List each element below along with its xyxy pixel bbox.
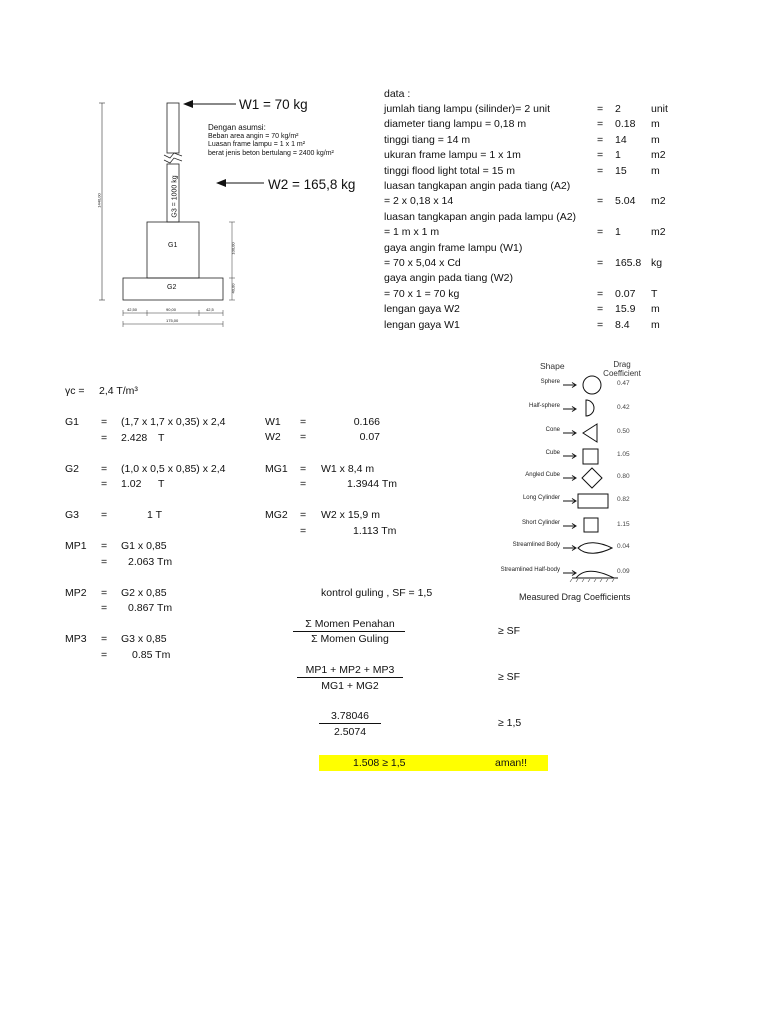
- foundation-drawing: [0, 0, 370, 330]
- data-row-unit: m2: [651, 195, 666, 208]
- mp3-label: MP3: [65, 633, 87, 645]
- mg2-label: MG2: [265, 509, 288, 521]
- w2-label: W2 = 165,8 kg: [268, 177, 356, 192]
- g2-expr: (1,0 x 0,5 x 0,85) x 2,4: [121, 463, 226, 475]
- drag-coefficient-value: 0.82: [617, 496, 630, 503]
- frac1-denominator: Σ Momen Guling: [311, 633, 389, 645]
- result-value: 1.508 ≥ 1,5: [353, 757, 406, 769]
- g1-unit: T: [158, 432, 165, 444]
- g2-eq2: =: [101, 478, 108, 490]
- frac2-numerator: MP1 + MP2 + MP3: [305, 664, 395, 676]
- assumption-line: Luasan frame lampu = 1 x 1 m²: [208, 141, 306, 148]
- data-row-eq: =: [597, 103, 604, 115]
- data-row-label: lengan gaya W2: [384, 303, 460, 316]
- data-row-label: diameter tiang lampu = 0,18 m: [384, 118, 527, 131]
- w1-label: W1 = 70 kg: [239, 97, 308, 112]
- mp3-eq: =: [101, 633, 108, 645]
- data-row-label: gaya angin pada tiang (W2): [384, 272, 513, 285]
- drag-coefficient-value: 1.15: [617, 521, 630, 528]
- g2-height-dim: 40,00: [230, 283, 236, 294]
- frac3-numerator: 3.78046: [331, 710, 369, 722]
- w1-calc-value: 0.166: [353, 416, 380, 428]
- w1-calc-eq: =: [300, 416, 307, 428]
- g2-block-label: G2: [167, 284, 177, 291]
- data-title: data :: [384, 88, 411, 100]
- mp1-eq2: =: [101, 556, 108, 568]
- gamma-label: γc =: [65, 385, 85, 397]
- g1-eq: =: [101, 416, 108, 428]
- drag-coefficient-value: 0.09: [617, 568, 630, 575]
- mg1-eq: =: [300, 463, 307, 475]
- w1-calc-label: W1: [265, 416, 281, 428]
- mp3-expr: G3 x 0,85: [121, 633, 167, 645]
- data-row-eq: =: [597, 226, 604, 239]
- assumption-line: Beban area angin = 70 kg/m²: [208, 132, 299, 140]
- data-row-value: 15: [615, 164, 627, 177]
- drag-shape-name: Cube: [545, 450, 560, 456]
- frac1-line: [293, 631, 405, 632]
- frac3-rhs: ≥ 1,5: [498, 717, 522, 729]
- data-row-eq: =: [597, 195, 604, 208]
- data-row-value: 165.8: [615, 257, 642, 269]
- frac1-numerator: Σ Momen Penahan: [305, 618, 395, 630]
- data-row-label: jumlah tiang lampu (silinder)= 2 unit: [384, 103, 551, 115]
- data-row-eq: =: [597, 149, 604, 162]
- total-height-dim: 1440,00: [96, 193, 102, 208]
- data-row-label: luasan tangkapan angin pada lampu (A2): [384, 210, 577, 223]
- drag-coefficient-value: 0.47: [617, 380, 630, 387]
- w2-calc-eq: =: [300, 431, 307, 443]
- gamma-value: 2,4 T/m³: [99, 385, 138, 397]
- data-row-label: tinggi flood light total = 15 m: [384, 164, 516, 177]
- frac2-rhs: ≥ SF: [498, 671, 521, 683]
- mp1-result: 2.063 Tm: [128, 556, 173, 568]
- frac1-rhs: ≥ SF: [498, 625, 521, 637]
- mg1-eq2: =: [300, 478, 307, 490]
- data-row-label: ukuran frame lampu = 1 x 1m: [384, 149, 521, 162]
- result-status: aman!!: [495, 757, 528, 769]
- data-row-unit: unit: [651, 103, 668, 115]
- bottom-dim: 42,5: [206, 307, 214, 312]
- g3-result: 1 T: [147, 509, 162, 521]
- drag-coefficient-value: 0.50: [617, 428, 630, 435]
- drag-coefficient-value: 1.05: [617, 451, 630, 458]
- data-row-label: luasan tangkapan angin pada tiang (A2): [384, 180, 571, 192]
- data-row-value: 15.9: [615, 303, 636, 316]
- data-row-unit: m: [651, 164, 660, 177]
- data-row-label: = 70 x 5,04 x Cd: [384, 257, 461, 269]
- drag-coefficient-value: 0.04: [617, 543, 630, 550]
- g1-result: 2.428: [121, 432, 148, 444]
- frac2-line: [297, 677, 403, 678]
- drag-shape-name: Streamlined Body: [512, 542, 560, 548]
- g3-label: G3 = 1000 kg: [171, 175, 179, 218]
- data-row-label: = 70 x 1 = 70 kg: [384, 287, 460, 300]
- g1-expr: (1,7 x 1,7 x 0,35) x 2,4: [121, 416, 226, 428]
- data-row-unit: m: [651, 303, 660, 316]
- w2-calc-label: W2: [265, 431, 281, 443]
- drag-shape-name: Sphere: [540, 379, 560, 385]
- data-row-eq: =: [597, 303, 604, 316]
- data-row-label: tinggi tiang = 14 m: [384, 133, 471, 146]
- drag-shape-name: Long Cylinder: [522, 495, 560, 501]
- g3-calc-label: G3: [65, 509, 80, 521]
- mg2-result: 1.113 Tm: [353, 525, 397, 537]
- g2-result: 1.02: [121, 478, 142, 490]
- data-row-eq: =: [597, 257, 604, 269]
- data-row-eq: =: [597, 164, 604, 177]
- drag-shape-header: Shape: [540, 361, 565, 371]
- g1-eq2: =: [101, 432, 108, 444]
- data-row-value: 1: [615, 226, 621, 239]
- drag-coefficient-value: 0.80: [617, 473, 630, 480]
- bottom-dim: 42,50: [127, 307, 138, 312]
- mp2-result: 0.867 Tm: [128, 602, 173, 614]
- mp2-eq: =: [101, 587, 108, 599]
- assumption-line: berat jenis beton bertulang = 2400 kg/m²: [208, 149, 334, 157]
- data-row-value: 8.4: [615, 318, 630, 331]
- mp3-eq2: =: [101, 649, 108, 661]
- data-row-label: gaya angin frame lampu (W1): [384, 241, 523, 254]
- drag-shape-name: Cone: [545, 427, 560, 433]
- data-row-eq: =: [597, 118, 604, 131]
- data-row-unit: m2: [651, 226, 666, 239]
- data-row-value: 0.18: [615, 118, 636, 131]
- data-row-value: 2: [615, 103, 621, 115]
- data-row-unit: m: [651, 318, 660, 331]
- data-row-label: = 2 x 0,18 x 14: [384, 195, 454, 208]
- data-row-value: 5.04: [615, 195, 636, 208]
- data-row-value: 1: [615, 149, 621, 162]
- mp3-result: 0.85 Tm: [132, 649, 171, 661]
- data-row-unit: T: [651, 287, 658, 300]
- mg2-eq: =: [300, 509, 307, 521]
- data-row-unit: m: [651, 133, 660, 146]
- frac3-line: [319, 723, 381, 724]
- data-row-eq: =: [597, 133, 604, 146]
- frac3-denominator: 2.5074: [333, 726, 367, 738]
- data-row-label: lengan gaya W1: [384, 318, 460, 331]
- drag-coefficient-value: 0.42: [617, 404, 630, 411]
- mp1-eq: =: [101, 540, 108, 552]
- drag-coef-header: Drag Coefficient: [603, 360, 641, 378]
- data-row-eq: =: [597, 287, 604, 300]
- data-row-label: = 1 m x 1 m: [384, 226, 440, 239]
- data-row-value: 0.07: [615, 287, 636, 300]
- mp1-label: MP1: [65, 540, 87, 552]
- g2-eq: =: [101, 463, 108, 475]
- mg1-result: 1.3944 Tm: [347, 478, 398, 490]
- mg2-eq2: =: [300, 525, 307, 537]
- assumption-note: [208, 124, 334, 158]
- kontrol-title: kontrol guling , SF = 1,5: [321, 587, 433, 599]
- w2-calc-value: 0.07: [359, 431, 380, 443]
- bottom-total-dim: 175,00: [166, 318, 179, 323]
- g1-label: G1: [65, 416, 80, 428]
- data-row-unit: kg: [651, 257, 663, 269]
- g2-label: G2: [65, 463, 80, 475]
- g3-eq: =: [101, 509, 108, 521]
- data-row-eq: =: [597, 318, 604, 331]
- bottom-dim: 90,00: [166, 307, 177, 312]
- data-row-value: 14: [615, 133, 627, 146]
- mp2-eq2: =: [101, 602, 108, 614]
- g1-block-label: G1: [168, 242, 178, 249]
- g2-unit: T: [158, 478, 165, 490]
- mg2-expr: W2 x 15,9 m: [321, 509, 380, 521]
- mg1-expr: W1 x 8,4 m: [321, 463, 375, 475]
- drag-shape-name: Half-sphere: [528, 403, 560, 409]
- frac2-denominator: MG1 + MG2: [321, 680, 379, 692]
- mp2-expr: G2 x 0,85: [121, 587, 167, 599]
- data-row-unit: m2: [651, 149, 666, 162]
- mp2-label: MP2: [65, 587, 87, 599]
- mp1-expr: G1 x 0,85: [121, 540, 167, 552]
- assumption-title: Dengan asumsi:: [208, 123, 266, 132]
- data-row-unit: m: [651, 118, 660, 131]
- mg1-label: MG1: [265, 463, 288, 475]
- drag-shape-name: Angled Cube: [525, 472, 560, 478]
- drag-shape-name: Short Cylinder: [521, 520, 560, 526]
- drag-caption: Measured Drag Coefficients: [519, 592, 631, 602]
- drag-shape-name: Streamlined Half-body: [500, 567, 560, 573]
- g1-height-dim: 100,00: [230, 242, 236, 255]
